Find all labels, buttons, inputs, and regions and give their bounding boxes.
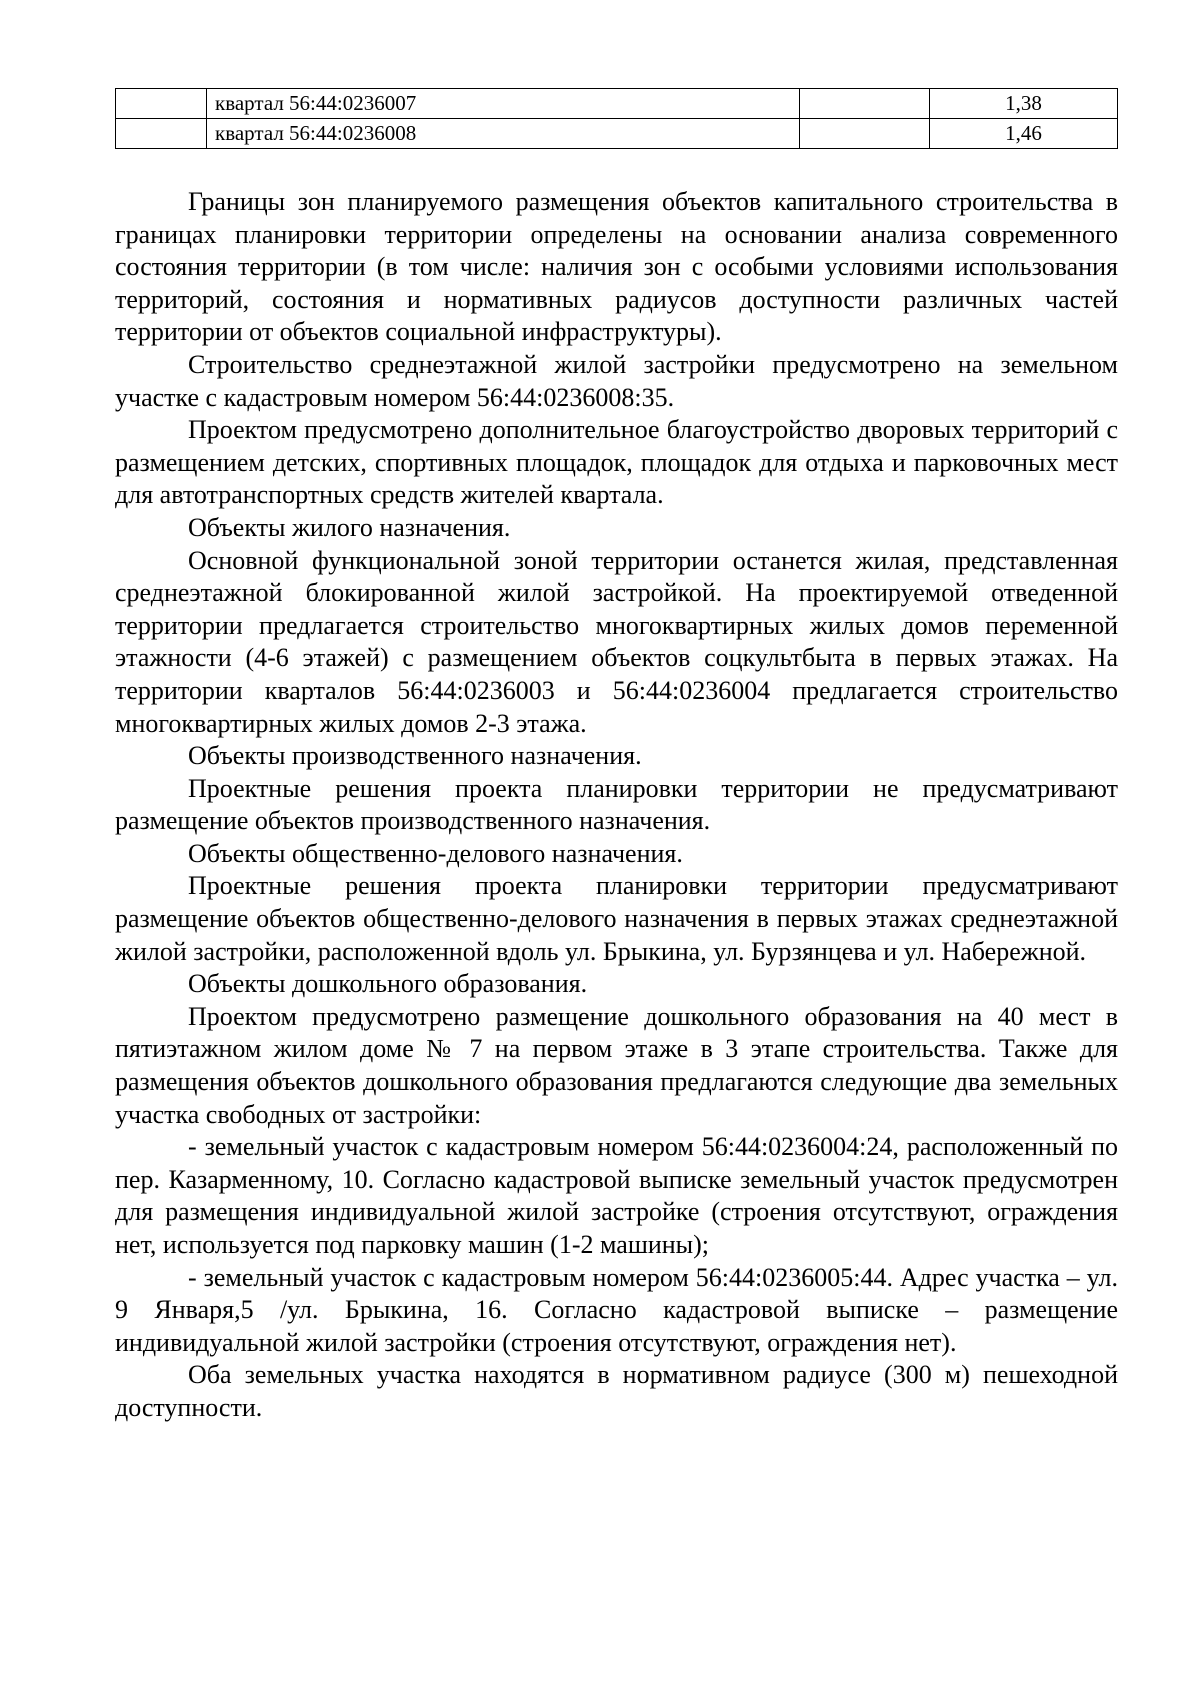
table-cell-name: квартал 56:44:0236007	[207, 89, 800, 119]
table-cell-extra	[800, 89, 930, 119]
section-heading: Объекты дошкольного образования.	[188, 969, 588, 999]
section-heading: Объекты производственного назначения.	[188, 741, 642, 771]
table-cell-value: 1,46	[930, 119, 1118, 149]
table-cell-name: квартал 56:44:0236008	[207, 119, 800, 149]
paragraph: Проектом предусмотрено размещение дошкольного образования на 40 мест в пятиэтажном жилом доме № 7 на первом этаже в 3 этапе строительства. Также для размещения объектов дошкольного образования предлагаются следующие два земельных участка свободных от застройки:	[115, 1001, 1118, 1129]
body-text	[115, 186, 1118, 1425]
section-heading: Объекты общественно-делового назначения.	[188, 838, 683, 868]
paragraph: Проектные решения проекта планировки территории не предусматривают размещение объектов производственного назначения.	[115, 773, 1118, 836]
paragraph: Границы зон планируемого размещения объектов капитального строительства в границах планировки территории определены на основании анализа современного состояния территории (в том числе: наличия зон с особыми условиями использования территорий, состояния и нормативных радиусов доступности различных частей территории от объектов социальной инфраструктуры).	[115, 187, 1118, 347]
table-cell-extra	[800, 119, 930, 149]
paragraph: Проектные решения проекта планировки территории предусматривают размещение объектов общественно-делового назначения в первых этажах среднеэтажной жилой застройки, расположенной вдоль ул. Брыкина, ул. Бурзянцева и ул. Набережной.	[115, 871, 1118, 966]
section-heading: Объекты жилого назначения.	[188, 512, 511, 542]
list-item: - земельный участок с кадастровым номером 56:44:0236004:24, расположенный по пер. Казарменному, 10. Согласно кадастровой выписке земельный участок предусмотрен для размещения индивидуальной жилой застройке (строения отсутствуют, ограждения нет, используется под парковку машин (1-2 машины);	[115, 1132, 1118, 1259]
paragraph: Основной функциональной зоной территории останется жилая, представленная среднеэтажной блокированной жилой застройкой. На проектируемой отведенной территории предлагается строительство многоквартирных жилых домов переменной этажности (4-6 этажей) с размещением объектов соцкультбыта в первых этажах. На территории кварталов 56:44:0236003 и 56:44:0236004 предлагается строительство многоквартирных жилых домов 2-3 этажа.	[115, 545, 1118, 738]
table-row	[116, 89, 1118, 119]
table-cell-num	[116, 119, 207, 149]
list-item: - земельный участок с кадастровым номером 56:44:0236005:44. Адрес участка – ул. 9 Января,5 /ул. Брыкина, 16. Согласно кадастровой выписке – размещение индивидуальной жилой застройки (строения отсутствуют, ограждения нет).	[115, 1262, 1118, 1357]
quarters-table	[115, 88, 1118, 149]
paragraph: Проектом предусмотрено дополнительное благоустройство дворовых территорий с размещением детских, спортивных площадок, площадок для отдыха и парковочных мест для автотранспортных средств жителей квартала.	[115, 415, 1118, 510]
table-cell-num	[116, 89, 207, 119]
paragraph: Оба земельных участка находятся в нормативном радиусе (300 м) пешеходной доступности.	[115, 1360, 1118, 1422]
table-cell-value: 1,38	[930, 89, 1118, 119]
table-row	[116, 119, 1118, 149]
paragraph: Строительство среднеэтажной жилой застройки предусмотрено на земельном участке с кадастровым номером 56:44:0236008:35.	[115, 349, 1118, 412]
